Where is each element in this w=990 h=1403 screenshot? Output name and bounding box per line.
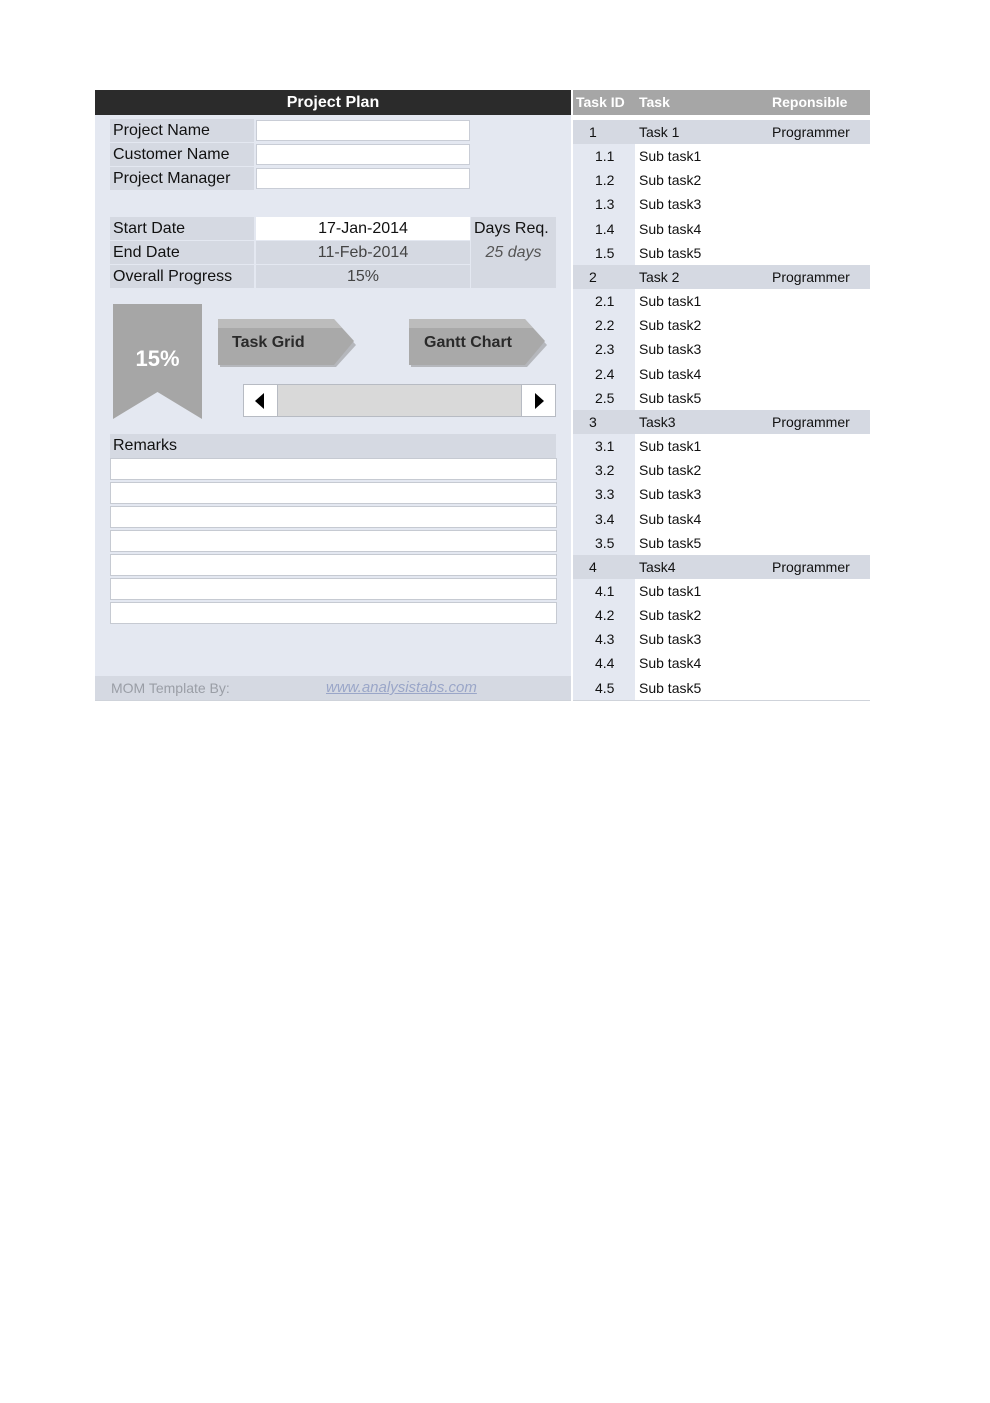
task-name: Task 1 xyxy=(639,124,680,140)
subtask-row[interactable] xyxy=(573,144,870,168)
task-id: 2 xyxy=(589,268,597,285)
task-id: 1 xyxy=(589,124,597,140)
panel-title: Project Plan xyxy=(95,90,571,115)
task-id: 3.2 xyxy=(595,462,615,479)
task-id: 3 xyxy=(589,413,597,430)
task-id: 2.3 xyxy=(595,341,615,358)
remarks-area xyxy=(110,458,557,626)
project-manager-label: Project Manager xyxy=(110,167,254,190)
subtask-row[interactable] xyxy=(573,313,870,337)
task-responsible: Programmer xyxy=(772,558,850,575)
task-row[interactable] xyxy=(573,410,870,434)
subtask-row[interactable] xyxy=(573,603,870,627)
task-name: Sub task3 xyxy=(639,631,702,648)
footer-label: MOM Template By: xyxy=(111,680,230,696)
subtask-row[interactable] xyxy=(573,217,870,241)
subtask-row[interactable] xyxy=(573,241,870,265)
gantt-chart-button-label: Gantt Chart xyxy=(424,334,512,351)
task-responsible: Programmer xyxy=(772,413,850,430)
remark-line[interactable] xyxy=(110,554,557,576)
task-id: 2.1 xyxy=(595,293,615,310)
task-name: Sub task4 xyxy=(639,655,702,672)
remark-line[interactable] xyxy=(110,458,557,480)
triangle-left-icon xyxy=(255,393,264,409)
task-name: Sub task5 xyxy=(639,244,702,261)
project-name-label: Project Name xyxy=(110,119,254,142)
days-required-label: Days Req. xyxy=(471,217,556,241)
task-grid-button-label: Task Grid xyxy=(232,334,305,351)
subtask-row[interactable] xyxy=(573,362,870,386)
header-task: Task xyxy=(639,94,670,110)
task-name: Sub task1 xyxy=(639,293,702,310)
subtask-row[interactable] xyxy=(573,531,870,555)
task-name: Sub task2 xyxy=(639,462,702,479)
task-id: 4.5 xyxy=(595,679,615,696)
task-id: 2.5 xyxy=(595,389,615,406)
task-id: 2.2 xyxy=(595,317,615,334)
task-id: 1.3 xyxy=(595,196,615,213)
task-id: 1.5 xyxy=(595,244,615,261)
end-date-label: End Date xyxy=(110,241,254,264)
customer-name-label: Customer Name xyxy=(110,143,254,166)
subtask-row[interactable] xyxy=(573,434,870,458)
subtask-row[interactable] xyxy=(573,627,870,651)
subtask-row[interactable] xyxy=(573,579,870,603)
task-name: Sub task2 xyxy=(639,607,702,624)
task-id: 4.4 xyxy=(595,655,615,672)
start-date-label: Start Date xyxy=(110,217,254,240)
progress-badge-value: 15% xyxy=(135,346,180,371)
gantt-chart-button[interactable] xyxy=(409,319,549,369)
task-id: 4 xyxy=(589,558,597,575)
task-name: Sub task5 xyxy=(639,679,702,696)
subtask-row[interactable] xyxy=(573,507,870,531)
task-row[interactable] xyxy=(573,120,870,144)
subtask-row[interactable] xyxy=(573,676,870,700)
overall-progress-value: 15% xyxy=(256,265,470,288)
task-name: Sub task5 xyxy=(639,389,702,406)
task-id: 3.4 xyxy=(595,510,615,527)
scroll-right-button[interactable] xyxy=(521,385,555,416)
subtask-row[interactable] xyxy=(573,289,870,313)
start-date-value[interactable]: 17-Jan-2014 xyxy=(256,217,470,240)
task-id: 4.3 xyxy=(595,631,615,648)
subtask-row[interactable] xyxy=(573,482,870,506)
footer xyxy=(95,676,571,700)
remark-line[interactable] xyxy=(110,602,557,624)
project-plan-panel xyxy=(95,90,571,701)
task-name: Task 2 xyxy=(639,268,680,285)
task-responsible: Programmer xyxy=(772,124,850,140)
timeline-scrollbar[interactable] xyxy=(243,384,556,417)
task-name: Sub task1 xyxy=(639,582,702,599)
project-name-field[interactable] xyxy=(256,120,470,141)
task-name: Task3 xyxy=(639,413,676,430)
end-date-value: 11-Feb-2014 xyxy=(256,241,470,264)
task-rows xyxy=(573,120,870,700)
task-name: Sub task4 xyxy=(639,365,702,382)
task-id: 4.1 xyxy=(595,582,615,599)
subtask-row[interactable] xyxy=(573,337,870,361)
task-name: Sub task3 xyxy=(639,196,702,213)
remark-line[interactable] xyxy=(110,578,557,600)
task-row[interactable] xyxy=(573,555,870,579)
project-plan-sheet xyxy=(95,90,870,701)
task-id: 2.4 xyxy=(595,365,615,382)
task-id: 3.1 xyxy=(595,438,615,455)
remark-line[interactable] xyxy=(110,530,557,552)
task-grid-button[interactable] xyxy=(218,319,358,369)
subtask-row[interactable] xyxy=(573,192,870,216)
task-id: 1.4 xyxy=(595,220,615,237)
subtask-row[interactable] xyxy=(573,386,870,410)
task-name: Sub task3 xyxy=(639,486,702,503)
task-name: Sub task4 xyxy=(639,220,702,237)
task-name: Sub task1 xyxy=(639,148,702,165)
header-responsible: Reponsible xyxy=(772,94,848,110)
task-id: 4.2 xyxy=(595,607,615,624)
subtask-row[interactable] xyxy=(573,651,870,675)
task-id: 1.2 xyxy=(595,172,615,189)
footer-link[interactable]: www.analysistabs.com xyxy=(326,679,477,696)
task-name: Sub task2 xyxy=(639,172,702,189)
task-name: Sub task1 xyxy=(639,438,702,455)
scroll-track[interactable] xyxy=(278,385,523,416)
customer-name-field[interactable] xyxy=(256,144,470,165)
project-manager-field[interactable] xyxy=(256,168,470,189)
task-name: Sub task4 xyxy=(639,510,702,527)
task-name: Sub task3 xyxy=(639,341,702,358)
remark-line[interactable] xyxy=(110,506,557,528)
task-name: Sub task5 xyxy=(639,534,702,551)
task-grid xyxy=(573,90,870,701)
task-responsible: Programmer xyxy=(772,268,850,285)
task-row[interactable] xyxy=(573,265,870,289)
remark-line[interactable] xyxy=(110,482,557,504)
subtask-row[interactable] xyxy=(573,458,870,482)
task-grid-header xyxy=(573,90,870,115)
task-name: Task4 xyxy=(639,558,676,575)
remarks-label: Remarks xyxy=(110,434,556,458)
task-id: 1.1 xyxy=(595,148,615,165)
triangle-right-icon xyxy=(535,393,544,409)
task-id: 3.3 xyxy=(595,486,615,503)
days-required-value: 25 days xyxy=(471,241,556,288)
task-id: 3.5 xyxy=(595,534,615,551)
overall-progress-label: Overall Progress xyxy=(110,265,254,288)
header-task-id: Task ID xyxy=(576,94,625,110)
scroll-left-button[interactable] xyxy=(244,385,278,416)
subtask-row[interactable] xyxy=(573,168,870,192)
task-name: Sub task2 xyxy=(639,317,702,334)
